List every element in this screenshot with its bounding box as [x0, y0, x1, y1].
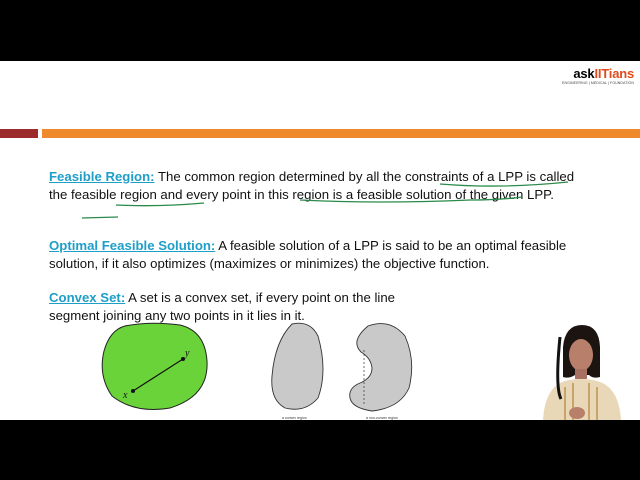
convex-set-term: Convex Set:: [49, 290, 126, 305]
optimal-solution-text: A feasible solution of a LPP is said to be an optimal feasible solution, if it also optimizes (maximizes or minimizes) the objective function.: [49, 238, 567, 271]
optimal-solution-paragraph: [49, 237, 594, 273]
logo-text-iitians: IITians: [594, 66, 634, 81]
point-x: [131, 389, 135, 393]
logo-wordmark: [562, 67, 634, 81]
presenter-neck: [575, 369, 587, 379]
convex-set-text: A set is a convex set, if every point on the line segment joining any two points in it lies in it.: [49, 290, 395, 323]
logo-tagline: ENGINEERING | MEDICAL | FOUNDATION: [562, 81, 634, 85]
nonconvex-region-shape: [350, 324, 412, 411]
convex-region-shape: [272, 323, 323, 409]
convex-caption: a convex region: [282, 416, 307, 420]
presenter-video: [515, 317, 640, 420]
header-bar-red: [0, 129, 38, 138]
presenter-face: [569, 339, 593, 371]
feasible-region-term: Feasible Region:: [49, 169, 155, 184]
optimal-solution-term: Optimal Feasible Solution:: [49, 238, 216, 253]
underline-given-lpp: [82, 217, 118, 218]
label-x: x: [123, 390, 128, 401]
presenter-hand: [569, 407, 585, 419]
feasible-region-text: The common region determined by all the constraints of a LPP is called the feasible region and every point in this region is a feasible solution of the given LPP.: [49, 169, 575, 202]
slide: [0, 61, 640, 420]
nonconvex-caption: a non-convex region: [366, 416, 398, 420]
label-y: y: [185, 348, 190, 359]
convex-set-shape: [102, 323, 207, 409]
header-bar-orange: [42, 129, 640, 138]
logo-text-ask: ask: [573, 66, 595, 81]
feasible-region-paragraph: [49, 168, 594, 204]
askiitians-logo: [562, 67, 634, 85]
